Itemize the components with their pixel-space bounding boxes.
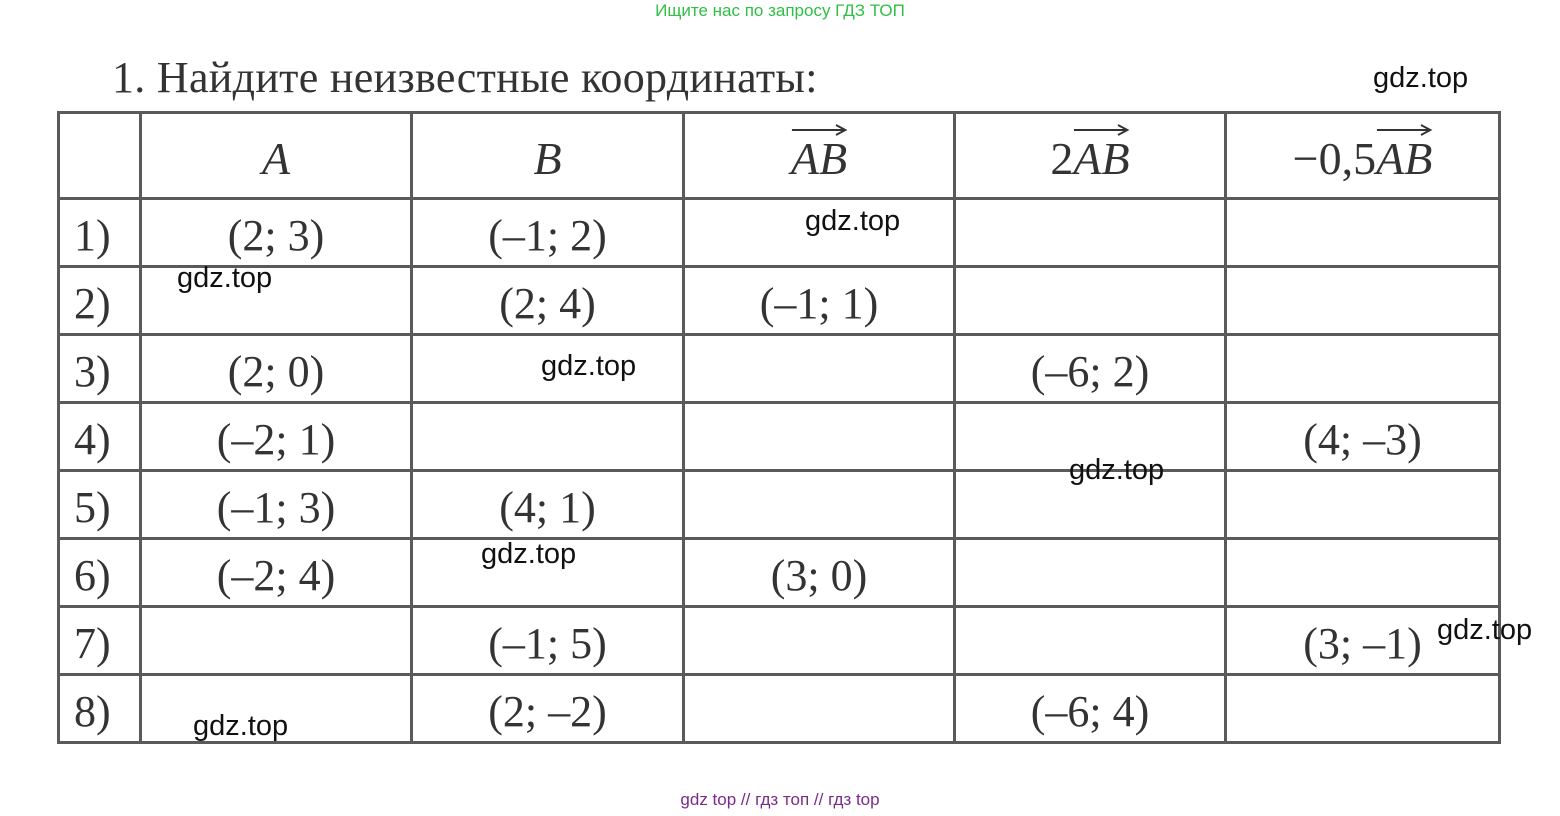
cell-a xyxy=(141,607,412,675)
cell-b: (2; –2) xyxy=(412,675,684,743)
cell-2ab xyxy=(955,539,1226,607)
watermark: gdz.top xyxy=(541,350,637,382)
row-number: 3) xyxy=(59,335,141,403)
vector-ab: AB xyxy=(1073,136,1129,182)
cell-neg-half-ab xyxy=(1226,471,1500,539)
cell-b: (–1; 5) xyxy=(412,607,684,675)
cell-b xyxy=(412,403,684,471)
watermark: gdz.top xyxy=(177,262,273,294)
header-corner-cell xyxy=(59,113,141,199)
vector-ab: AB xyxy=(791,136,847,182)
header-row xyxy=(59,113,1500,199)
header-neg-half-vector-ab: −0,5 AB xyxy=(1226,113,1500,199)
watermark: gdz.top xyxy=(481,538,577,570)
table-row xyxy=(59,539,1500,607)
header-vector-ab xyxy=(684,113,955,199)
header-2-vector-ab: 2 AB xyxy=(955,113,1226,199)
row-number: 2) xyxy=(59,267,141,335)
cell-ab xyxy=(684,675,955,743)
cell-ab: (3; 0) xyxy=(684,539,955,607)
vector-arrow-icon xyxy=(1073,122,1129,138)
watermark: gdz.top xyxy=(193,710,289,742)
cell-neg-half-ab xyxy=(1226,199,1500,267)
footer-text: gdz top // гдз топ // гдз top xyxy=(680,790,880,809)
cell-2ab: (–6; 2) xyxy=(955,335,1226,403)
cell-ab xyxy=(684,607,955,675)
table-row xyxy=(59,199,1500,267)
cell-b: (4; 1) xyxy=(412,471,684,539)
cell-neg-half-ab: (3; –1) xyxy=(1226,607,1500,675)
row-number: 1) xyxy=(59,199,141,267)
watermark: gdz.top xyxy=(1437,614,1533,646)
cell-a: (–1; 3) xyxy=(141,471,412,539)
cell-neg-half-ab xyxy=(1226,267,1500,335)
row-number: 7) xyxy=(59,607,141,675)
watermark: gdz.top xyxy=(1373,62,1469,94)
cell-2ab xyxy=(955,607,1226,675)
task-title: 1. Найдите неизвестные координаты: xyxy=(112,53,818,102)
cell-a: (2; 3) xyxy=(141,199,412,267)
row-number: 5) xyxy=(59,471,141,539)
row-number: 8) xyxy=(59,675,141,743)
cell-a: (–2; 4) xyxy=(141,539,412,607)
cell-ab xyxy=(684,471,955,539)
cell-ab: (–1; 1) xyxy=(684,267,955,335)
table-row xyxy=(59,335,1500,403)
vector-ab: AB xyxy=(1376,136,1432,182)
table-row xyxy=(59,403,1500,471)
table-row xyxy=(59,607,1500,675)
row-number: 6) xyxy=(59,539,141,607)
cell-ab xyxy=(684,335,955,403)
cell-2ab xyxy=(955,199,1226,267)
cell-2ab: (–6; 4) xyxy=(955,675,1226,743)
watermark: gdz.top xyxy=(1069,454,1165,486)
cell-2ab xyxy=(955,267,1226,335)
cell-neg-half-ab: (4; –3) xyxy=(1226,403,1500,471)
vector-arrow-icon xyxy=(791,122,847,138)
cell-a: (2; 0) xyxy=(141,335,412,403)
cell-neg-half-ab xyxy=(1226,675,1500,743)
header-b: B xyxy=(412,113,684,199)
cell-neg-half-ab xyxy=(1226,539,1500,607)
cell-ab xyxy=(684,403,955,471)
top-banner: Ищите нас по запросу ГДЗ ТОП xyxy=(655,1,905,20)
vector-arrow-icon xyxy=(1376,122,1432,138)
table-row xyxy=(59,471,1500,539)
coordinates-table xyxy=(57,111,1501,744)
cell-a: (–2; 1) xyxy=(141,403,412,471)
row-number: 4) xyxy=(59,403,141,471)
cell-b: (2; 4) xyxy=(412,267,684,335)
table-row xyxy=(59,267,1500,335)
header-a: A xyxy=(141,113,412,199)
cell-neg-half-ab xyxy=(1226,335,1500,403)
watermark: gdz.top xyxy=(805,205,901,237)
cell-b: (–1; 2) xyxy=(412,199,684,267)
